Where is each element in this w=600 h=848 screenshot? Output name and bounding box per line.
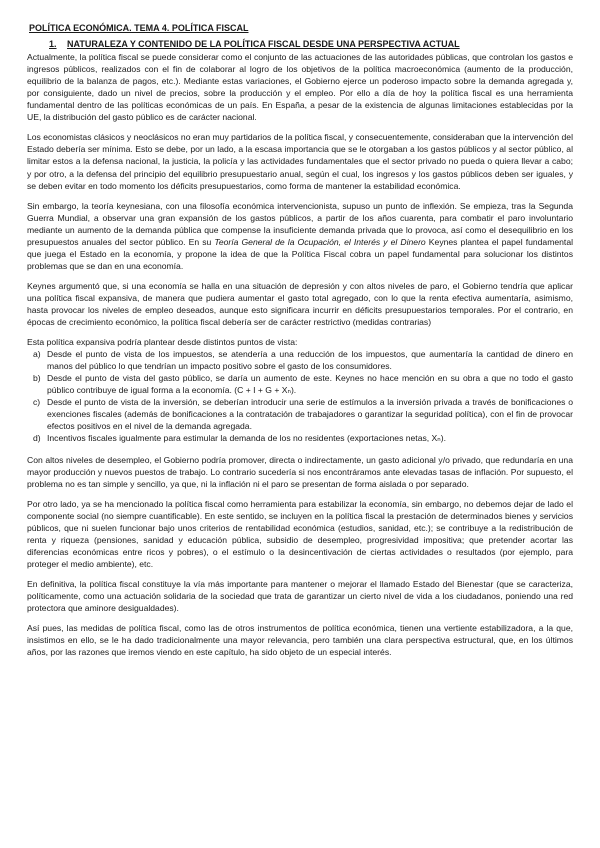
- document-title: POLÍTICA ECONÓMICA. TEMA 4. POLÍTICA FISCAL: [29, 23, 249, 33]
- section-title: NATURALEZA Y CONTENIDO DE LA POLÍTICA FISCAL DESDE UNA PERSPECTIVA ACTUAL: [67, 39, 460, 50]
- paragraph-welfare-state: En definitiva, la política fiscal constituye la vía más importante para mantener o mejorar el llamado Estado del Bienestar (que se caracteriza, políticamente, como una actuación solidaria de la sociedad que trata de garantizar un cierto nivel de vida a los ciudadanos, poniendo una red protectora que aminore desigualdades).: [27, 578, 573, 614]
- section-heading: [49, 38, 573, 50]
- list-item: [27, 348, 573, 372]
- paragraph-social: Por otro lado, ya se ha mencionado la política fiscal como herramienta para estabilizar la economía, sin embargo, no debemos dejar de lado el componente social (no siempre cuantificable). En este sentido, se incluyen en la política fiscal la prestación de determinados bienes y servicios públicos, que ni suelen funcionar bajo unos criterios de rentabilidad económica (estudios, sanidad, etc.); se contribuye a la redistribución de renta y riqueza (pensiones, sanidad y educación pública, subsidio de desempleo, progresividad impositiva; que pretender acortar las diferencias económicas entre ricos y pobres), o el estímulo o la desincentivación de ciertas actividades o resultados (por ejemplo, para proteger el medio ambiente), etc.: [27, 498, 573, 569]
- book-title: Teoría General de la Ocupación, el Interés y el Dinero: [214, 236, 426, 247]
- list-marker: d): [33, 433, 41, 444]
- list-item: [27, 372, 573, 396]
- paragraph-classical: Los economistas clásicos y neoclásicos no eran muy partidarios de la política fiscal, y consecuentemente, consideraban que la intervención del Estado debería ser mínima. Esto se debe, por un lado, a la escasa importancia que se le otorgaban a los gastos públicos y al sector público, al limitar estos a la defensa nacional, la justicia, la policía y las actividades fundamentales que el sector privado no pueda o quiera llevar a cabo; y por otro, a la defensa del principio del equilibrio presupuestario anual, según el cual, los ingresos y los gastos públicos deben ser iguales, y se deben evitar en todo momento los déficits presupuestarios, como forma de mantener la estabilidad económica.: [27, 132, 573, 191]
- list-marker: c): [33, 397, 41, 408]
- section-number: 1.: [49, 39, 57, 50]
- list-item: [27, 432, 573, 444]
- paragraph-unemployment: Con altos niveles de desempleo, el Gobierno podría promover, directa o indirectamente, un gasto adicional y/o privado, que redundaría en una mayor producción y nuevos puestos de trabajo. Lo contrario sucedería si nos encontráramos ante elevadas tasas de inflación. Por supuesto, el problema no es tan simple y sencillo, ya que, ni la inflación ni el paro se presentan de forma aislada o por separado.: [27, 454, 573, 489]
- list-marker: a): [33, 349, 41, 360]
- list-item: [27, 396, 573, 432]
- list-item-text: Desde el punto de vista de la inversión, se deberían introducir una serie de estímulos a la inversión privada a través de bonificaciones o exenciones fiscales (además de bonificaciones a la contratación de trabajadores o garantizar la seguridad política), con el fin de provocar efectos positivos en el nivel de la demanda agregada.: [47, 397, 573, 432]
- paragraph-keynesian: [27, 200, 573, 272]
- keynesian-text-after: Keynes plantea el papel fundamental que juega el Estado en la economía, y propone la idea de que la Política Fiscal cobra un papel fundamental para solucionar los distintos problemas que se dan en una economía.: [27, 236, 574, 271]
- list-item-text: Incentivos fiscales igualmente para estimular la demanda de los no residentes (exportaciones netas, Xₙ).: [47, 433, 446, 444]
- list-marker: b): [33, 373, 41, 384]
- list-intro: Esta política expansiva podría plantear desde distintos puntos de vista:: [27, 337, 298, 348]
- paragraph-conclusion: Así pues, las medidas de política fiscal, como las de otros instrumentos de política económica, tienen una vertiente estabilizadora, a la que, insistimos en ello, se le ha dado tradicionalmente una mayor relevancia, pero también una clara perspectiva estructural, que, en los últimos años, por las razones que iremos viendo en este capítulo, ha sido objeto de un especial interés.: [27, 623, 573, 658]
- viewpoints-list: [27, 348, 573, 444]
- list-item-text: Desde el punto de vista del gasto público, se daría un aumento de este. Keynes no hace mención en su obra a que no todo el gasto público contribuye de igual forma a la economía. (C + I + G + Xₙ).: [47, 373, 573, 396]
- keynesian-text-before: Sin embargo, la teoría keynesiana, con una filosofía económica intervencionista, supuso un punto de inflexión. Se empieza, tras la Segunda Guerra Mundial, a observar una gran expansión de los gastos públicos, a partir de los años cuarenta, para combatir el paro involuntario mediante un aumento de la demanda pública que compense la insuficiente demanda privada que lo provoca, así como el desequilibrio en los presupuestos anuales del sector público. En su: [27, 200, 573, 247]
- paragraph-keynes-argument: Keynes argumentó que, si una economía se halla en una situación de depresión y con altos niveles de paro, el Gobierno tendría que aplicar una política fiscal expansiva, de manera que pudiera aumentar el gasto total agregado, con lo que la renta efectiva aumentaría, asimismo, hasta provocar los niveles de empleo deseados, aunque esto significara incurrir en déficits presupuestarios temporales. Por el contrario, en épocas de crecimiento económico, la política fiscal debería ser de carácter restrictivo (medidas contrarias): [27, 280, 573, 328]
- list-item-text: Desde el punto de vista de los impuestos, se atendería a una reducción de los impuestos, que aumentaría la cantidad de dinero en manos del público lo que tendrían un impacto positivo sobre el gasto de los consumidores.: [47, 349, 573, 372]
- paragraph-intro: Actualmente, la política fiscal se puede considerar como el conjunto de las actuaciones de las autoridades públicas, que controlan los gastos e ingresos públicos, realizados con el fin de colaborar al logro de los objetivos de la política macroeconómica (aumento de la producción, equilibrio de la balanza de pagos, etc.). Mediante estas variaciones, el Gobierno ejerce un poderoso impacto sobre la demanda agregada y, por consiguiente, dado un nivel de precios, sobre la producción y el empleo. Por ello a día de hoy la política fiscal es una herramienta fundamental dentro de las políticas económicas de un país. En España, a pesar de la existencia de algunas limitaciones establecidas por la UE, la distribución del gasto público es de carácter nacional.: [27, 52, 573, 123]
